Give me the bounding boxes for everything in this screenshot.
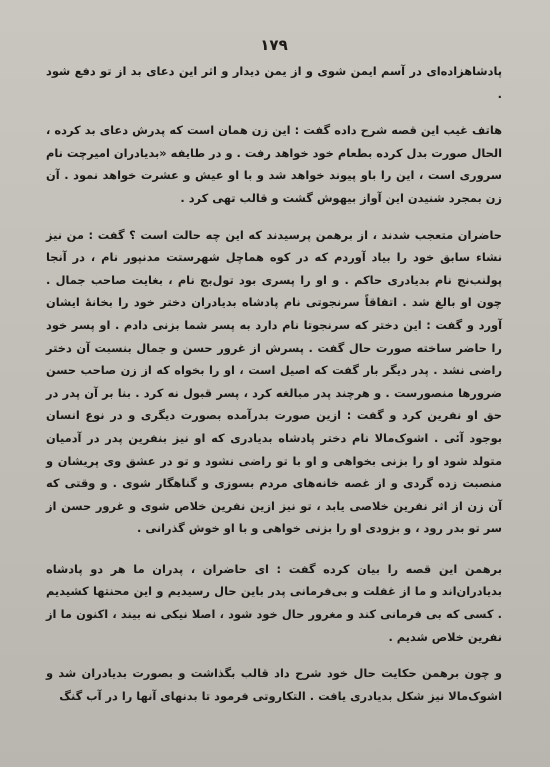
page-number: ۱۷۹ (260, 36, 288, 54)
paragraph-2: هاتف غیب این قصه شرح داده گفت : این زن همان است که پدرش دعای بد کرده ، الحال صورت بدل کرده بطعام خود خواهد رفت . و در طایفه «بدیادران امیرچت نام سروری است ، این را باو پیوند خواهد شد و با او عیش و عشرت خواهد نمود . آن زن بمجرد شنیدن این آواز بیهوش گشت و قالب تهی کرد . (46, 123, 502, 205)
paragraph-5: و چون برهمن حکایت حال خود شرح داد قالب بگذاشت و بصورت بدیادران شد و اشوک‌مالا نیز شکل بدیادری یافت . التکاروتی فرمود تا بدنهای آنها را در آب گنگ (46, 666, 502, 703)
paragraph-3: حاضران متعجب شدند ، از برهمن پرسیدند که این چه حالت است ؟ گفت : من نیز نشاء سابق خود را بیاد آوردم که در کوه هماچل شهرستت مدنپور نام ، در آنجا پولنب‌نج نام بدیادری حاکم . و او را پسری بود تول‌بج نام ، بغایت صاحب جمال . چون او بالغ شد . اتفاقاً سرنجوتی نام پادشاه بدیادران دختر خود را بخانهٔ ایشان آورد و گفت : این دختر که سرنجوتا نام دارد به پسر شما بزنی دادم . او پسر خود را حاضر ساخته صورت حال گفت . پسرش از غرور حسن و جمال بنسبت آن دختر راضی نشد . پدر دیگر بار گفت که اصیل است ، او را بخواه که از زن صاحب حسن ضرورها منصورست . و هرچند پدر مبالغه کرد ، پسر قبول نه کرد . بنا بر آن پدر در حق او نفرین کرد و گفت : ازین صورت بدرآمده بصورت دیگری و در نوع انسان بوجود آئی . اشوک‌مالا نام دختر پادشاه بدیادری که او نیز بنفرین پدر در آدمیان متولد شود او را بزنی بخواهی و او با تو راضی نشود و تو در عشق وی پریشان و منصبت زده گردی و از غصه خانه‌های مردم بسوزی و گناهگار شوی . و وقتی که آن زن از اثر نفرین خلاصی یابد ، تو نیز ازین نفرین خلاص شوی و غرور حسن از سر تو بدر رود ، و بزودی او را بزنی خواهی و با او خوش گذرانی . (46, 227, 502, 536)
paragraph-1: پادشاهزاده‌ای در آسم ایمن شوی و از یمن دیدار و اثر این دعای بد از تو دفع شود . (46, 64, 502, 101)
paragraph-4: برهمن این قصه را بیان کرده گفت : ای حاضران ، پدران ما هر دو پادشاه بدیادران‌اند و ما از غفلت و بی‌فرمانی پدر باین حال رسیدیم و این محنتها کشیدیم . کسی که بی فرمانی کند و مغرور حال خود شود ، اصلا نیکی نه بیند ، اکنون ما از نفرین خلاص شدیم . (46, 561, 502, 644)
